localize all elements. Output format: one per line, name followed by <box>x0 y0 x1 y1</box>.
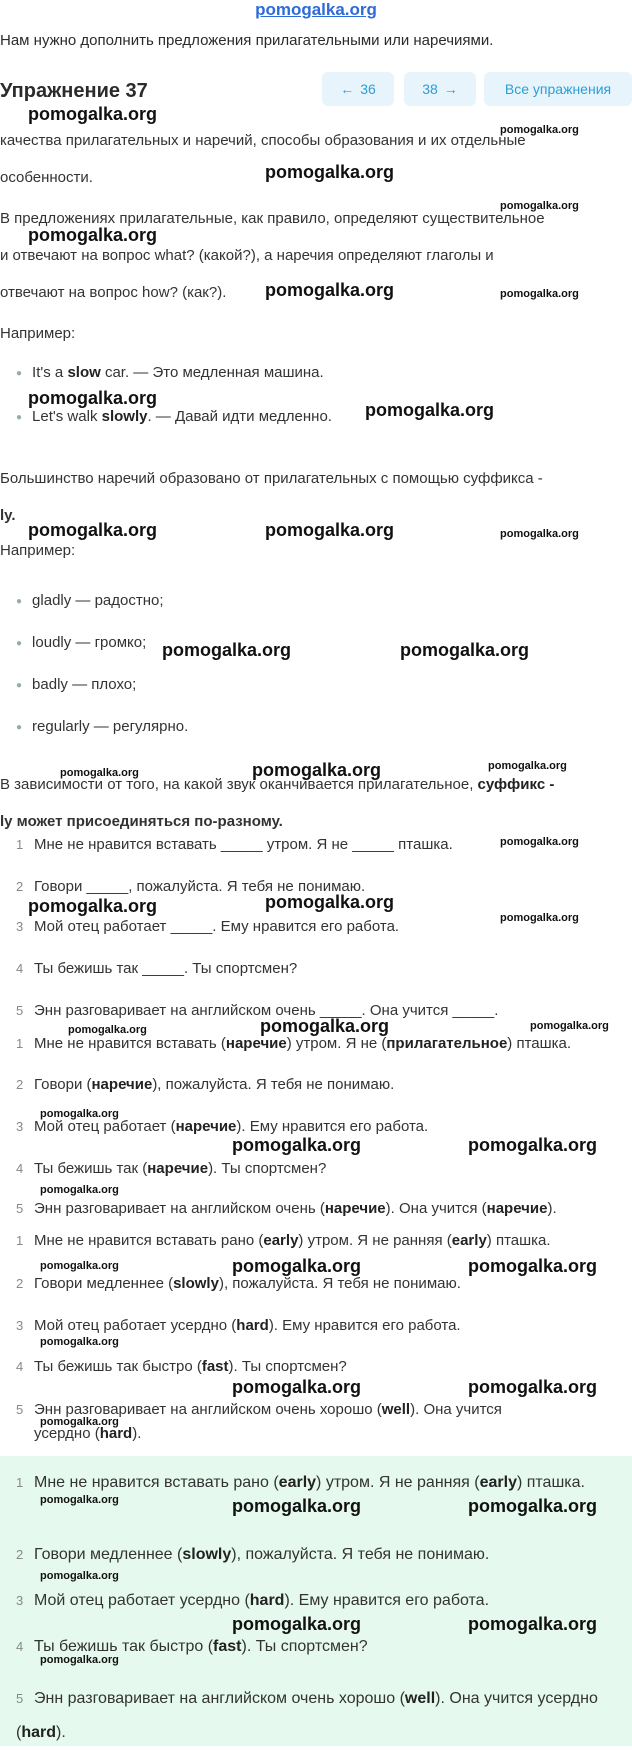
watermark: pomogalka.org <box>232 1496 362 1516</box>
watermark: pomogalka.org <box>468 1256 598 1276</box>
watermark: pomogalka.org <box>28 388 158 408</box>
intro-text: Нам нужно дополнить предложения прилагательными или наречиями. <box>0 32 494 49</box>
answer-item-highlighted: 4 Ты бежишь так быстро (fast). Ты спортсмен? <box>16 1638 368 1655</box>
watermark: pomogalka.org <box>488 760 567 772</box>
watermark: pomogalka.org <box>232 1135 362 1155</box>
example-label: Например: <box>0 542 76 559</box>
watermark: pomogalka.org <box>265 520 395 540</box>
watermark: pomogalka.org <box>265 280 395 300</box>
watermark: pomogalka.org <box>260 1016 390 1036</box>
watermark: pomogalka.org <box>365 400 495 420</box>
theory-line: особенности. <box>0 169 93 186</box>
watermark: pomogalka.org <box>500 288 579 300</box>
answer-item-highlighted: 2 Говори медленнее (slowly), пожалуйста. Я тебя не понимаю. <box>16 1546 490 1563</box>
watermark: pomogalka.org <box>60 767 139 779</box>
example-item: ● It's a slow car. — Это медленная машина. <box>16 364 324 381</box>
hint-item: 4 Ты бежишь так (наречие). Ты спортсмен? <box>16 1160 327 1177</box>
watermark: pomogalka.org <box>232 1377 362 1397</box>
watermark: pomogalka.org <box>40 1260 119 1272</box>
hint-item: 3 Мой отец работает (наречие). Ему нравится его работа. <box>16 1118 429 1135</box>
exercise-title: Упражнение 37 <box>0 80 148 102</box>
watermark: pomogalka.org <box>468 1614 598 1634</box>
watermark: pomogalka.org <box>28 104 158 124</box>
watermark: pomogalka.org <box>162 640 292 660</box>
word-item: ● gladly — радостно; <box>16 592 164 609</box>
watermark: pomogalka.org <box>40 1184 119 1196</box>
watermark: pomogalka.org <box>28 520 158 540</box>
theory-paragraph-4: В зависимости от того, на какой звук оканчивается прилагательное, суффикс - ly может присоединяться по-разному. <box>0 776 555 830</box>
watermark: pomogalka.org <box>40 1108 119 1120</box>
answer-item-highlighted: 1 Мне не нравится вставать рано (early) утром. Я не ранняя (early) пташка. <box>16 1474 585 1491</box>
watermark: pomogalka.org <box>468 1496 598 1516</box>
watermark: pomogalka.org <box>500 528 579 540</box>
next-exercise-label: 38 <box>422 81 438 97</box>
watermark: pomogalka.org <box>40 1416 119 1428</box>
watermark: pomogalka.org <box>28 225 158 245</box>
theory-line: и отвечают на вопрос what? (какой?), а наречия определяют глаголы и <box>0 247 494 264</box>
watermark: pomogalka.org <box>265 162 395 182</box>
theory-line: Большинство наречий образовано от прилагательных с помощью суффикса - <box>0 470 543 487</box>
watermark: pomogalka.org <box>500 912 579 924</box>
watermark: pomogalka.org <box>530 1020 609 1032</box>
watermark: pomogalka.org <box>468 1377 598 1397</box>
watermark: pomogalka.org <box>500 836 579 848</box>
example-label: Например: <box>0 325 76 342</box>
watermark: pomogalka.org <box>265 892 395 912</box>
next-exercise-button[interactable] <box>404 72 476 106</box>
watermark: pomogalka.org <box>500 124 579 136</box>
theory-line: отвечают на вопрос how? (как?). <box>0 284 227 301</box>
hint-item: 1 Мне не нравится вставать (наречие) утром. Я не (прилагательное) пташка. <box>16 1035 572 1052</box>
watermark: pomogalka.org <box>28 896 158 916</box>
answer-item: 4 Ты бежишь так быстро (fast). Ты спортсмен? <box>16 1358 347 1375</box>
answer-item: 3 Мой отец работает усердно (hard). Ему нравится его работа. <box>16 1317 461 1334</box>
all-exercises-button[interactable] <box>484 72 632 106</box>
example-item: ● Let's walk slowly. — Давай идти медленно. <box>16 408 332 425</box>
watermark: pomogalka.org <box>68 1024 147 1036</box>
hint-item: 2 Говори (наречие), пожалуйста. Я тебя не понимаю. <box>16 1076 395 1093</box>
watermark: pomogalka.org <box>468 1135 598 1155</box>
answer-item-highlighted: 3 Мой отец работает усердно (hard). Ему нравится его работа. <box>16 1592 490 1609</box>
word-item: ● regularly — регулярно. <box>16 718 189 735</box>
answer-item-highlighted: 5 Энн разговаривает на английском очень хорошо (well). Она учится усердно (hard). <box>16 1690 598 1741</box>
answer-item: 1 Мне не нравится вставать рано (early) утром. Я не ранняя (early) пташка. <box>16 1232 551 1249</box>
task-item: 5 Энн разговаривает на английском очень _____. Она учится _____. <box>16 1002 499 1019</box>
watermark: pomogalka.org <box>40 1336 119 1348</box>
arrow-right-icon: → <box>443 81 458 97</box>
answer-item: 2 Говори медленнее (slowly), пожалуйста. Я тебя не понимаю. <box>16 1275 461 1292</box>
word-item: ● badly — плохо; <box>16 676 137 693</box>
watermark: pomogalka.org <box>252 760 382 780</box>
theory-line: В предложениях прилагательные, как правило, определяют существительное <box>0 210 545 227</box>
watermark: pomogalka.org <box>232 1614 362 1634</box>
all-exercises-label: Все упражнения <box>504 81 612 97</box>
prev-exercise-label: 36 <box>360 81 376 97</box>
word-item: ● loudly — громко; <box>16 634 147 651</box>
task-item: 3 Мой отец работает _____. Ему нравится его работа. <box>16 918 400 935</box>
watermark: pomogalka.org <box>40 1570 119 1582</box>
arrow-left-icon: ← <box>340 81 355 97</box>
watermark: pomogalka.org <box>232 1256 362 1276</box>
answer-item: 5 Энн разговаривает на английском очень хорошо (well). Она учится усердно (hard). <box>16 1401 502 1442</box>
task-item: 1 Мне не нравится вставать _____ утром. Я не _____ пташка. <box>16 836 453 853</box>
watermark: pomogalka.org <box>40 1654 119 1666</box>
site-header-link[interactable]: pomogalka.org <box>255 0 377 19</box>
watermark: pomogalka.org <box>40 1494 119 1506</box>
prev-exercise-button[interactable] <box>322 72 394 106</box>
theory-line: ly. <box>0 507 16 524</box>
watermark: pomogalka.org <box>500 200 579 212</box>
watermark: pomogalka.org <box>400 640 530 660</box>
hint-item: 5 Энн разговаривает на английском очень (наречие). Она учится (наречие). <box>16 1200 557 1217</box>
task-item: 4 Ты бежишь так _____. Ты спортсмен? <box>16 960 298 977</box>
task-item: 2 Говори _____, пожалуйста. Я тебя не понимаю. <box>16 878 366 895</box>
theory-line: качества прилагательных и наречий, способы образования и их отдельные <box>0 132 526 149</box>
